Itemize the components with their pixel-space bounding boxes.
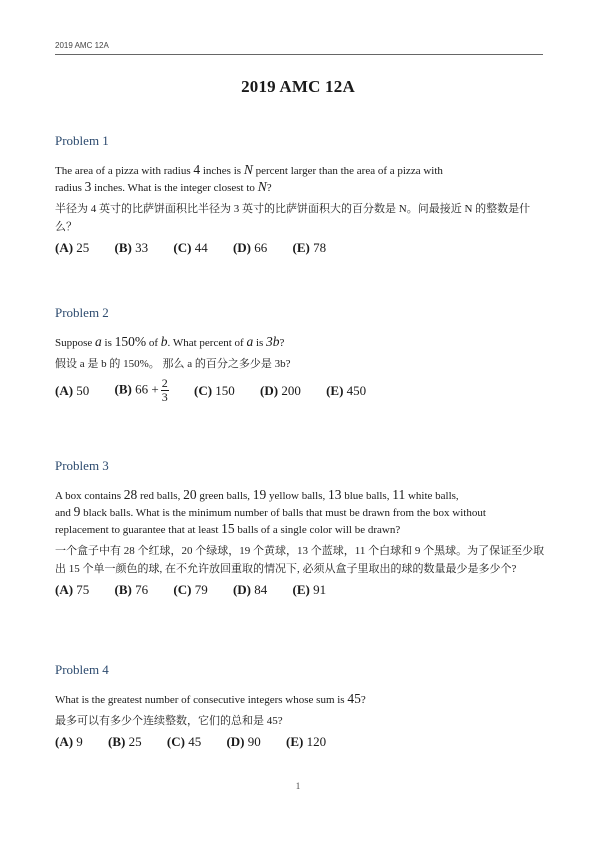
answer-choice-c: (C) 150 <box>193 382 235 398</box>
answer-choice-c: (C) 45 <box>166 734 202 750</box>
answer-choice-c: (C) 79 <box>173 582 208 598</box>
problem-4 <box>55 662 545 752</box>
problem-title: Problem 4 <box>55 662 109 677</box>
answer-choice-e: (E) 450 <box>326 382 367 398</box>
answer-choice-d: (D) 66 <box>232 240 268 256</box>
answer-choices <box>55 579 545 600</box>
answer-choice-e: (E) 78 <box>292 240 327 256</box>
answer-choice-a: (A) 75 <box>55 582 90 598</box>
problem-title: Problem 2 <box>55 305 109 320</box>
problem-text-zh: 假设 a 是 b 的 150%。 那么 a 的百分之多少是 3b? <box>55 358 291 370</box>
answer-choice-c: (C) 44 <box>173 240 208 256</box>
problem-1 <box>55 133 545 258</box>
problem-text-zh: 最多可以有多少个连续整数，它们的总和是 45? <box>55 715 283 727</box>
problem-text-zh: 一个盒子中有 28 个红球，20 个绿球，19 个黄球，13 个蓝球，11 个白球和 9 个黑球。为了保证至少取出 15 个单一颜色的球, 在不允许放回重取的情况下, 必须从盒子里取出的球的数量最少是多少个? <box>55 545 545 575</box>
problem-text-en: A box contains 28 red balls, 20 green balls, 19 yellow balls, 13 blue balls, 11 white balls, and 9 black balls. What is the minimum number of balls that must be drawn from the box without replacement to guarantee that at least 15 balls of a single color will be drawn? <box>55 487 486 536</box>
document-title: 2019 AMC 12A <box>241 77 355 96</box>
problem-text-en: The area of a pizza with radius 4 inches is N percent larger than the area of a pizza with radius 3 inches. What is the integer closest to N? <box>55 162 443 194</box>
answer-choice-a: (A) 25 <box>55 240 90 256</box>
answer-choice-d: (D) 90 <box>226 734 261 750</box>
answer-choice-a: (A) 9 <box>55 734 83 750</box>
answer-choice-e: (E) 91 <box>292 582 327 598</box>
answer-choices <box>55 731 545 752</box>
problem-2 <box>55 305 545 404</box>
problem-text-en: What is the greatest number of consecutive integers whose sum is 45? <box>55 691 366 706</box>
answer-choice-b: (B) 76 <box>114 582 149 598</box>
answer-choices <box>55 377 545 404</box>
problem-text-zh: 半径为 4 英寸的比萨饼面积比半径为 3 英寸的比萨饼面积大的百分数是 N。问最接近 N 的整数是什么？ <box>55 203 531 233</box>
problem-title: Problem 3 <box>55 458 109 473</box>
answer-choice-d: (D) 84 <box>232 582 268 598</box>
header-rule <box>55 54 543 55</box>
answer-choice-b: (B) 33 <box>114 240 149 256</box>
page-number: 1 <box>295 781 301 791</box>
fraction: $\frac{2}{3}$ <box>161 376 168 404</box>
problem-3 <box>55 458 545 600</box>
answer-choice-a: (A) 50 <box>55 382 90 398</box>
answer-choice-d: (D) 200 <box>260 382 301 398</box>
problem-text-en: Suppose a is 150% of b. What percent of a is 3b? <box>55 334 285 349</box>
answer-choice-b: (B) 66 + $\frac{2}{3}$ <box>114 376 168 404</box>
answer-choice-e: (E) 120 <box>285 734 327 750</box>
problem-title: Problem 1 <box>55 133 109 148</box>
answer-choices <box>55 237 545 258</box>
answer-choice-b: (B) 25 <box>108 734 142 750</box>
running-head: 2019 AMC 12A <box>55 41 109 50</box>
